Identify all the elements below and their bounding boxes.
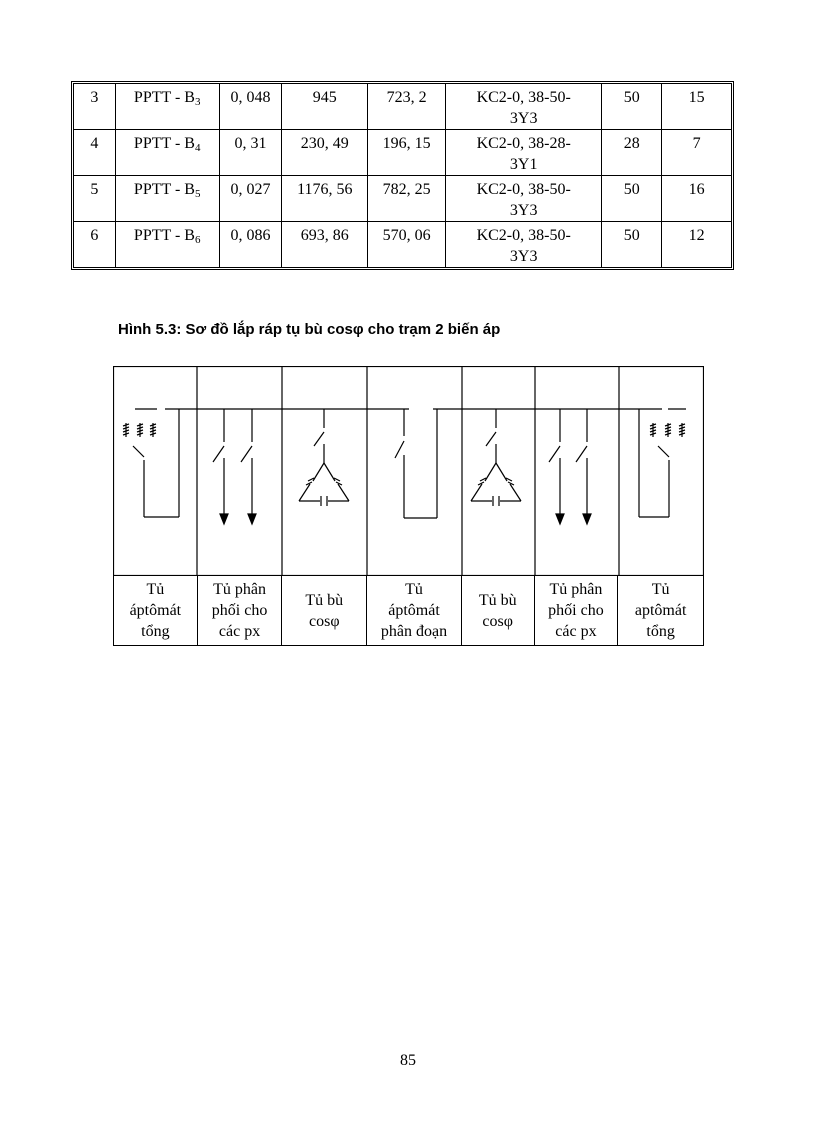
table-row bbox=[74, 84, 731, 130]
panel-label: Tủ áptômát phân đoạn bbox=[367, 575, 462, 645]
cell-name: PPTT - $B_4$ bbox=[116, 130, 220, 176]
capacitor-bank-symbol bbox=[471, 409, 521, 506]
table-row bbox=[74, 130, 731, 176]
cell-c: 196, 15 bbox=[368, 130, 446, 176]
cell-c: 570, 06 bbox=[368, 222, 446, 267]
cell-type: KC2-0, 38-50- 3Y3 bbox=[446, 84, 602, 130]
section-breaker-symbol bbox=[395, 409, 437, 518]
cell-name: PPTT - $B_6$ bbox=[116, 222, 220, 267]
panel-label: Tủ phân phối cho các px bbox=[535, 575, 619, 645]
cell-c: 723, 2 bbox=[368, 84, 446, 130]
cell-b: 945 bbox=[282, 84, 368, 130]
cell-b: 1176, 56 bbox=[282, 176, 368, 222]
cell-a: 0, 027 bbox=[220, 176, 283, 222]
feeder-switch-symbol bbox=[213, 409, 256, 524]
cell-b: 230, 49 bbox=[282, 130, 368, 176]
panel-label: Tủ bù cosφ bbox=[462, 575, 535, 645]
panel-label: Tủ áptômát tổng bbox=[114, 575, 198, 645]
cell-a: 0, 048 bbox=[220, 84, 283, 130]
cell-type: KC2-0, 38-50- 3Y3 bbox=[446, 176, 602, 222]
panel-label: Tủ bù cosφ bbox=[282, 575, 367, 645]
panel-label: Tủ aptômát tổng bbox=[634, 581, 687, 640]
cell-name: PPTT - $B_3$ bbox=[116, 84, 220, 130]
cell-e: 16 bbox=[662, 176, 731, 222]
cell-d: 50 bbox=[602, 84, 662, 130]
figure-caption: Hình 5.3: Sơ đồ lắp ráp tụ bù cosφ cho trạm 2 biến áp bbox=[118, 321, 501, 338]
cell-d: 50 bbox=[602, 222, 662, 267]
cell-d: 50 bbox=[602, 176, 662, 222]
panel-label: Tủ phân phối cho các px bbox=[198, 575, 283, 645]
cell-e: 12 bbox=[688, 227, 705, 244]
wiring-diagram bbox=[113, 366, 704, 576]
cell-no: 5 bbox=[74, 176, 116, 222]
cell-e: 7 bbox=[662, 130, 731, 176]
panel-labels bbox=[113, 575, 704, 646]
main-breaker-symbol bbox=[123, 409, 179, 517]
table-row bbox=[74, 222, 731, 267]
cell-a: 0, 086 bbox=[220, 222, 283, 267]
cell-b: 693, 86 bbox=[282, 222, 368, 267]
table-row bbox=[74, 176, 731, 222]
feeder-switch-symbol bbox=[549, 409, 591, 524]
data-table bbox=[71, 81, 734, 270]
cell-name: PPTT - $B_5$ bbox=[116, 176, 220, 222]
cell-c: 782, 25 bbox=[368, 176, 446, 222]
cell-type: KC2-0, 38-28- 3Y1 bbox=[446, 130, 602, 176]
capacitor-bank-symbol bbox=[299, 409, 349, 506]
cell-no: 3 bbox=[74, 84, 116, 130]
cell-d: 28 bbox=[602, 130, 662, 176]
cell-no: 4 bbox=[74, 130, 116, 176]
cell-type: KC2-0, 38-50- 3Y3 bbox=[446, 222, 602, 267]
cell-e: 15 bbox=[662, 84, 731, 130]
cell-no: 6 bbox=[74, 222, 116, 267]
cell-a: 0, 31 bbox=[220, 130, 283, 176]
main-breaker-symbol bbox=[639, 409, 685, 517]
page-number: 85 bbox=[400, 1052, 416, 1069]
